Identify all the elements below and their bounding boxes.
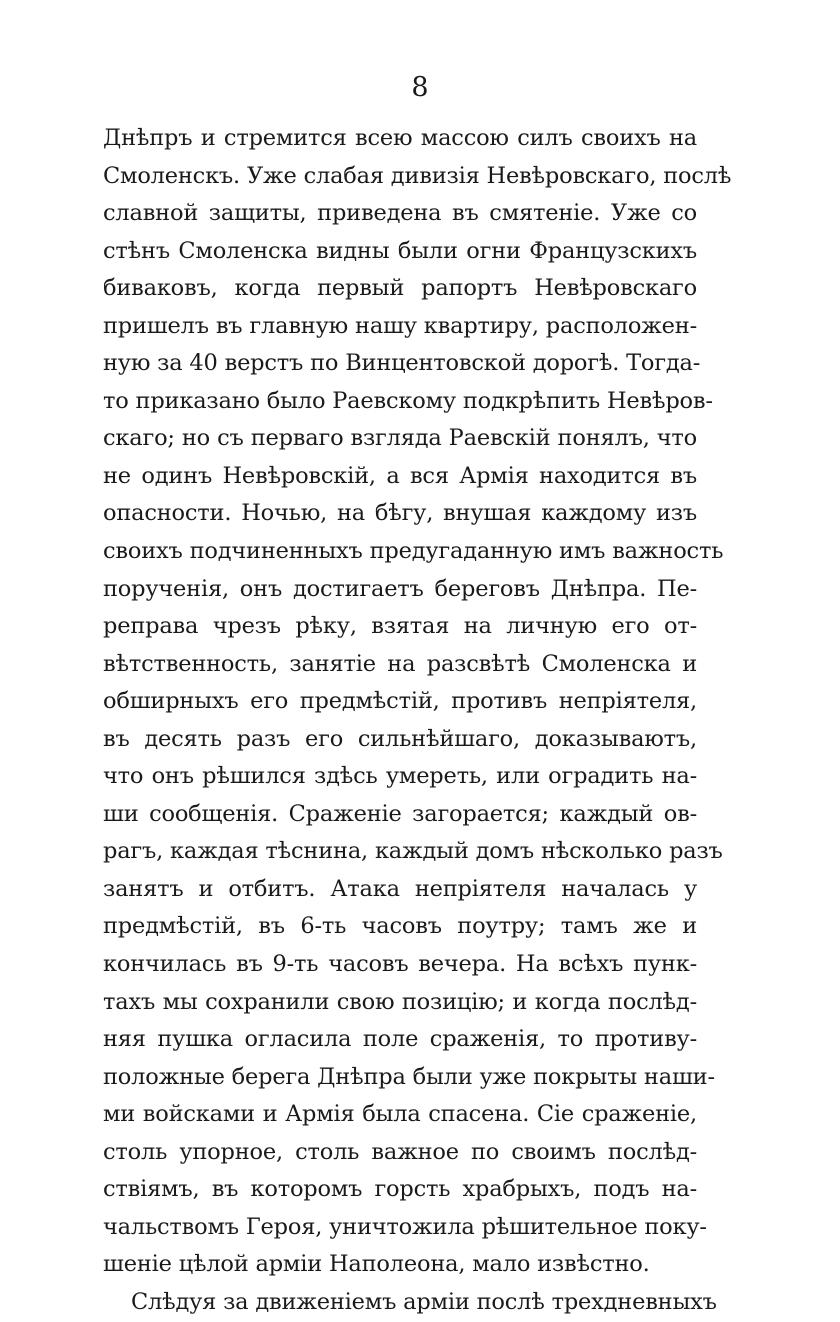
- text-line: пришелъ въ главную нашу квартиру, расположен-: [103, 312, 697, 339]
- paragraph-start-line: Слѣдуя за движеніемъ арміи послѣ трехдневныхъ: [131, 1288, 717, 1315]
- text-line: вѣтственность, занятіе на разсвѣтѣ Смоленска и: [103, 650, 697, 677]
- text-line: ствіямъ, въ которомъ горсть храбрыхъ, подъ на-: [103, 1176, 697, 1203]
- text-line: въ десять разъ его сильнѣйшаго, доказываютъ,: [103, 725, 697, 752]
- text-line: скаго; но съ перваго взгляда Раевскій понялъ, что: [103, 425, 697, 452]
- text-line: предмѣстій, въ 6-ть часовъ поутру; тамъ же и: [103, 913, 697, 940]
- body-text: [103, 120, 732, 1322]
- text-line: обширныхъ его предмѣстій, противъ непріятеля,: [103, 688, 697, 715]
- text-line: своихъ подчиненныхъ предугаданную имъ важность: [103, 538, 724, 565]
- text-line: порученія, онъ достигаетъ береговъ Днѣпра. Пе-: [103, 575, 697, 602]
- text-line: тахъ мы сохранили свою позицію; и когда послѣд-: [103, 988, 697, 1015]
- text-line: чальствомъ Героя, уничтожила рѣшительное поку-: [103, 1213, 707, 1240]
- text-line: ми войсками и Армія была спасена. Сіе сраженіе,: [103, 1101, 697, 1128]
- text-line: биваковъ, когда первый рапортъ Невѣровскаго: [103, 275, 697, 302]
- text-line: опасности. Ночью, на бѣгу, внушая каждому изъ: [103, 500, 697, 527]
- page-number: 8: [411, 72, 429, 103]
- text-line: стѣнъ Смоленска видны были огни Французскихъ: [103, 237, 697, 264]
- text-line: что онъ рѣшился здѣсь умереть, или оградить на-: [103, 763, 697, 790]
- text-line: славной защиты, приведена въ смятеніе. Уже со: [103, 200, 697, 227]
- text-line: рагъ, каждая тѣснина, каждый домъ нѣсколько разъ: [103, 838, 723, 865]
- text-line: реправа чрезъ рѣку, взятая на личную его от-: [103, 613, 697, 640]
- text-line: ную за 40 верстъ по Винцентовской дорогѣ. Тогда-: [103, 350, 701, 377]
- text-line: Смоленскъ. Уже слабая дивизія Невѣровскаго, послѣ: [103, 162, 732, 189]
- text-line: положные берега Днѣпра были уже покрыты наши-: [103, 1063, 715, 1090]
- text-line: ши сообщенія. Сраженіе загорается; каждый ов-: [103, 800, 697, 827]
- text-line: кончилась въ 9-ть часовъ вечера. На всѣхъ пунк-: [103, 951, 697, 978]
- text-line: то приказано было Раевскому подкрѣпить Невѣров-: [103, 387, 713, 414]
- text-line: не одинъ Невѣровскій, а вся Армія находится въ: [103, 462, 697, 489]
- paragraph-end-line: шеніе цѣлой арміи Наполеона, мало извѣстно.: [103, 1251, 650, 1278]
- text-line: столь упорное, столь важное по своимъ послѣд-: [103, 1138, 697, 1165]
- text-line: Днѣпръ и стремится всею массою силъ своихъ на: [103, 125, 697, 151]
- text-line: няя пушка огласила поле сраженія, то противу-: [103, 1026, 697, 1053]
- text-line: занятъ и отбитъ. Атака непріятеля началась у: [103, 875, 697, 902]
